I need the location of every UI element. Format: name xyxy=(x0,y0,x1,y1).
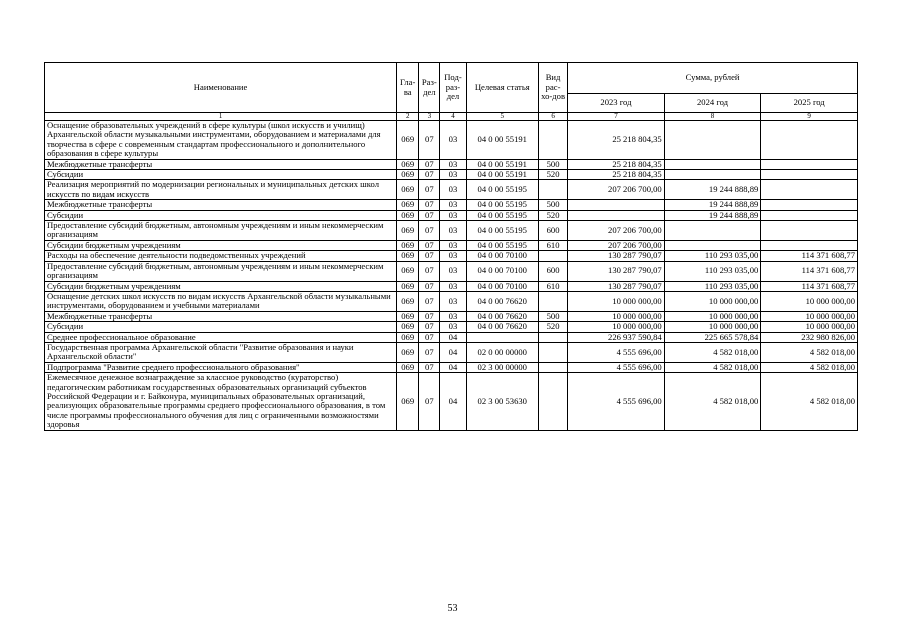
column-number: 5 xyxy=(466,113,538,121)
cell-glava: 069 xyxy=(397,121,419,160)
cell-sum-2023: 25 218 804,35 xyxy=(568,159,665,169)
cell-name: Расходы на обеспечение деятельности подведомственных учреждений xyxy=(45,251,397,261)
cell-razdel: 07 xyxy=(419,210,440,220)
cell-vid: 520 xyxy=(538,170,567,180)
column-number: 7 xyxy=(568,113,665,121)
cell-sum-2023: 207 206 700,00 xyxy=(568,180,665,200)
table-row xyxy=(45,210,858,220)
table-row xyxy=(45,159,858,169)
cell-glava: 069 xyxy=(397,221,419,241)
cell-target: 04 0 00 70100 xyxy=(466,281,538,291)
cell-name: Предоставление субсидий бюджетным, автономным учреждениям и иным некоммерческим организациям xyxy=(45,261,397,281)
cell-glava: 069 xyxy=(397,291,419,311)
cell-vid: 500 xyxy=(538,159,567,169)
cell-podrazdel: 03 xyxy=(440,251,466,261)
cell-vid xyxy=(538,121,567,160)
cell-glava: 069 xyxy=(397,311,419,321)
cell-razdel: 07 xyxy=(419,221,440,241)
cell-sum-2023: 130 287 790,07 xyxy=(568,281,665,291)
cell-sum-2025: 114 371 608,77 xyxy=(761,261,858,281)
cell-podrazdel: 04 xyxy=(440,342,466,362)
cell-vid: 500 xyxy=(538,200,567,210)
cell-razdel: 07 xyxy=(419,261,440,281)
cell-razdel: 07 xyxy=(419,342,440,362)
cell-podrazdel: 04 xyxy=(440,362,466,372)
cell-razdel: 07 xyxy=(419,170,440,180)
cell-sum-2025: 10 000 000,00 xyxy=(761,311,858,321)
cell-podrazdel: 04 xyxy=(440,373,466,430)
cell-razdel: 07 xyxy=(419,373,440,430)
cell-sum-2023 xyxy=(568,210,665,220)
cell-target: 04 0 00 76620 xyxy=(466,311,538,321)
cell-vid: 520 xyxy=(538,322,567,332)
cell-sum-2023: 25 218 804,35 xyxy=(568,121,665,160)
cell-name: Предоставление субсидий бюджетным, автономным учреждениям и иным некоммерческим организациям xyxy=(45,221,397,241)
cell-sum-2024 xyxy=(664,121,761,160)
cell-sum-2024: 19 244 888,89 xyxy=(664,180,761,200)
cell-name: Межбюджетные трансферты xyxy=(45,200,397,210)
cell-glava: 069 xyxy=(397,342,419,362)
cell-sum-2025 xyxy=(761,200,858,210)
header-year-2024: 2024 год xyxy=(664,94,761,113)
cell-glava: 069 xyxy=(397,200,419,210)
cell-glava: 069 xyxy=(397,159,419,169)
cell-podrazdel: 03 xyxy=(440,240,466,250)
cell-vid: 610 xyxy=(538,281,567,291)
cell-glava: 069 xyxy=(397,210,419,220)
column-number: 2 xyxy=(397,113,419,121)
column-number: 8 xyxy=(664,113,761,121)
cell-sum-2024: 10 000 000,00 xyxy=(664,291,761,311)
cell-sum-2025 xyxy=(761,121,858,160)
cell-vid: 600 xyxy=(538,261,567,281)
cell-name: Реализация мероприятий по модернизации региональных и муниципальных детских школ искусств по видам искусств xyxy=(45,180,397,200)
cell-sum-2024: 110 293 035,00 xyxy=(664,281,761,291)
table-row xyxy=(45,251,858,261)
cell-vid: 600 xyxy=(538,221,567,241)
cell-podrazdel: 03 xyxy=(440,221,466,241)
cell-podrazdel: 03 xyxy=(440,281,466,291)
cell-sum-2025: 114 371 608,77 xyxy=(761,281,858,291)
cell-sum-2024: 4 582 018,00 xyxy=(664,362,761,372)
header-glava: Гла-ва xyxy=(397,63,419,113)
cell-sum-2024: 4 582 018,00 xyxy=(664,342,761,362)
cell-name: Ежемесячное денежное вознаграждение за классное руководство (кураторство) педагогическим работникам государственных образовательных организаций субъектов Российской Федерации и г. Байконура, муниципальных образовательных организаций, реализующих образовательные программы среднего профессионального образования, в том числе программы профессионального обучения для лиц с ограниченными возможностями здоровья xyxy=(45,373,397,430)
header-target: Целевая статья xyxy=(466,63,538,113)
cell-target: 04 0 00 55195 xyxy=(466,240,538,250)
column-number-row xyxy=(45,113,858,121)
cell-sum-2024: 4 582 018,00 xyxy=(664,373,761,430)
header-year-2025: 2025 год xyxy=(761,94,858,113)
cell-name: Межбюджетные трансферты xyxy=(45,311,397,321)
cell-target: 02 0 00 00000 xyxy=(466,342,538,362)
cell-target: 04 0 00 70100 xyxy=(466,251,538,261)
cell-sum-2023: 4 555 696,00 xyxy=(568,362,665,372)
cell-name: Оснащение образовательных учреждений в сфере культуры (школ искусств и училищ) Архангельской области музыкальными инструментами, оборудованием и материалами для творчества в сфере с современным стандартам профессионального и дополнительного образования в сфере культуры xyxy=(45,121,397,160)
cell-sum-2023: 10 000 000,00 xyxy=(568,322,665,332)
cell-glava: 069 xyxy=(397,281,419,291)
cell-podrazdel: 03 xyxy=(440,322,466,332)
cell-name: Субсидии xyxy=(45,170,397,180)
header-sum: Сумма, рублей xyxy=(568,63,858,94)
table-row xyxy=(45,221,858,241)
column-number: 1 xyxy=(45,113,397,121)
cell-name: Межбюджетные трансферты xyxy=(45,159,397,169)
budget-table xyxy=(44,62,858,431)
cell-razdel: 07 xyxy=(419,281,440,291)
cell-glava: 069 xyxy=(397,332,419,342)
cell-sum-2024: 10 000 000,00 xyxy=(664,311,761,321)
header-razdel: Раз-дел xyxy=(419,63,440,113)
column-number: 3 xyxy=(419,113,440,121)
column-number: 6 xyxy=(538,113,567,121)
cell-sum-2025 xyxy=(761,180,858,200)
cell-target: 04 0 00 55195 xyxy=(466,210,538,220)
cell-sum-2025: 114 371 608,77 xyxy=(761,251,858,261)
table-row xyxy=(45,261,858,281)
cell-vid: 610 xyxy=(538,240,567,250)
table-row xyxy=(45,291,858,311)
cell-vid xyxy=(538,332,567,342)
cell-sum-2023 xyxy=(568,200,665,210)
cell-podrazdel: 03 xyxy=(440,180,466,200)
cell-sum-2023: 130 287 790,07 xyxy=(568,261,665,281)
cell-glava: 069 xyxy=(397,373,419,430)
cell-sum-2024: 19 244 888,89 xyxy=(664,200,761,210)
cell-vid xyxy=(538,251,567,261)
cell-podrazdel: 03 xyxy=(440,159,466,169)
cell-razdel: 07 xyxy=(419,180,440,200)
cell-sum-2024: 110 293 035,00 xyxy=(664,251,761,261)
cell-sum-2024 xyxy=(664,159,761,169)
table-row xyxy=(45,240,858,250)
cell-podrazdel: 03 xyxy=(440,121,466,160)
table-row xyxy=(45,362,858,372)
cell-sum-2025: 4 582 018,00 xyxy=(761,373,858,430)
cell-razdel: 07 xyxy=(419,251,440,261)
cell-razdel: 07 xyxy=(419,121,440,160)
cell-sum-2023: 226 937 590,84 xyxy=(568,332,665,342)
cell-vid xyxy=(538,373,567,430)
cell-sum-2025 xyxy=(761,170,858,180)
cell-sum-2023: 207 206 700,00 xyxy=(568,221,665,241)
cell-sum-2025: 232 980 826,00 xyxy=(761,332,858,342)
header-podrazdel: Под-раз-дел xyxy=(440,63,466,113)
header-vid: Вид рас-хо-дов xyxy=(538,63,567,113)
cell-vid xyxy=(538,180,567,200)
cell-sum-2024: 10 000 000,00 xyxy=(664,322,761,332)
cell-podrazdel: 03 xyxy=(440,200,466,210)
cell-name: Субсидии бюджетным учреждениям xyxy=(45,281,397,291)
cell-razdel: 07 xyxy=(419,159,440,169)
cell-glava: 069 xyxy=(397,251,419,261)
cell-podrazdel: 04 xyxy=(440,332,466,342)
table-row xyxy=(45,281,858,291)
cell-sum-2024: 225 665 578,84 xyxy=(664,332,761,342)
cell-vid: 520 xyxy=(538,210,567,220)
cell-sum-2025 xyxy=(761,159,858,169)
cell-target xyxy=(466,332,538,342)
cell-target: 04 0 00 55195 xyxy=(466,180,538,200)
cell-name: Государственная программа Архангельской области "Развитие образования и науки Архангельской области" xyxy=(45,342,397,362)
cell-sum-2025 xyxy=(761,240,858,250)
cell-vid xyxy=(538,291,567,311)
cell-sum-2025: 4 582 018,00 xyxy=(761,342,858,362)
table-row xyxy=(45,200,858,210)
cell-target: 04 0 00 55195 xyxy=(466,221,538,241)
table-row xyxy=(45,180,858,200)
cell-target: 04 0 00 55191 xyxy=(466,170,538,180)
cell-name: Оснащение детских школ искусств по видам искусств Архангельской области музыкальными инструментами, оборудованием и учебными материалами xyxy=(45,291,397,311)
cell-glava: 069 xyxy=(397,362,419,372)
cell-sum-2023: 10 000 000,00 xyxy=(568,311,665,321)
cell-sum-2023: 130 287 790,07 xyxy=(568,251,665,261)
cell-target: 04 0 00 76620 xyxy=(466,322,538,332)
table-row xyxy=(45,311,858,321)
cell-name: Субсидии бюджетным учреждениям xyxy=(45,240,397,250)
cell-sum-2024 xyxy=(664,240,761,250)
cell-name: Среднее профессиональное образование xyxy=(45,332,397,342)
cell-target: 04 0 00 55191 xyxy=(466,159,538,169)
cell-target: 04 0 00 55195 xyxy=(466,200,538,210)
cell-razdel: 07 xyxy=(419,311,440,321)
column-number: 4 xyxy=(440,113,466,121)
cell-target: 04 0 00 55191 xyxy=(466,121,538,160)
cell-razdel: 07 xyxy=(419,240,440,250)
table-row xyxy=(45,170,858,180)
header-name: Наименование xyxy=(45,63,397,113)
cell-glava: 069 xyxy=(397,261,419,281)
cell-sum-2025 xyxy=(761,221,858,241)
cell-sum-2024: 19 244 888,89 xyxy=(664,210,761,220)
cell-sum-2024: 110 293 035,00 xyxy=(664,261,761,281)
cell-sum-2023: 4 555 696,00 xyxy=(568,342,665,362)
table-row xyxy=(45,332,858,342)
cell-sum-2024 xyxy=(664,221,761,241)
cell-target: 02 3 00 00000 xyxy=(466,362,538,372)
cell-glava: 069 xyxy=(397,240,419,250)
cell-glava: 069 xyxy=(397,170,419,180)
table-row xyxy=(45,342,858,362)
cell-razdel: 07 xyxy=(419,322,440,332)
cell-podrazdel: 03 xyxy=(440,291,466,311)
cell-podrazdel: 03 xyxy=(440,311,466,321)
cell-vid xyxy=(538,362,567,372)
cell-razdel: 07 xyxy=(419,291,440,311)
page-number: 53 xyxy=(447,603,458,614)
cell-sum-2023: 10 000 000,00 xyxy=(568,291,665,311)
cell-sum-2025: 4 582 018,00 xyxy=(761,362,858,372)
cell-target: 04 0 00 70100 xyxy=(466,261,538,281)
cell-vid: 500 xyxy=(538,311,567,321)
cell-sum-2025 xyxy=(761,210,858,220)
cell-podrazdel: 03 xyxy=(440,170,466,180)
cell-sum-2025: 10 000 000,00 xyxy=(761,322,858,332)
cell-podrazdel: 03 xyxy=(440,261,466,281)
column-number: 9 xyxy=(761,113,858,121)
cell-sum-2023: 207 206 700,00 xyxy=(568,240,665,250)
cell-sum-2023: 4 555 696,00 xyxy=(568,373,665,430)
cell-sum-2024 xyxy=(664,170,761,180)
cell-razdel: 07 xyxy=(419,332,440,342)
cell-sum-2023: 25 218 804,35 xyxy=(568,170,665,180)
cell-name: Подпрограмма "Развитие среднего профессионального образования" xyxy=(45,362,397,372)
cell-podrazdel: 03 xyxy=(440,210,466,220)
cell-target: 04 0 00 76620 xyxy=(466,291,538,311)
cell-target: 02 3 00 53630 xyxy=(466,373,538,430)
table-row xyxy=(45,373,858,430)
table-row xyxy=(45,121,858,160)
cell-razdel: 07 xyxy=(419,362,440,372)
cell-razdel: 07 xyxy=(419,200,440,210)
cell-vid xyxy=(538,342,567,362)
cell-glava: 069 xyxy=(397,322,419,332)
cell-name: Субсидии xyxy=(45,322,397,332)
table-body xyxy=(45,121,858,431)
cell-glava: 069 xyxy=(397,180,419,200)
table-row xyxy=(45,322,858,332)
header-year-2023: 2023 год xyxy=(568,94,665,113)
cell-sum-2025: 10 000 000,00 xyxy=(761,291,858,311)
cell-name: Субсидии xyxy=(45,210,397,220)
